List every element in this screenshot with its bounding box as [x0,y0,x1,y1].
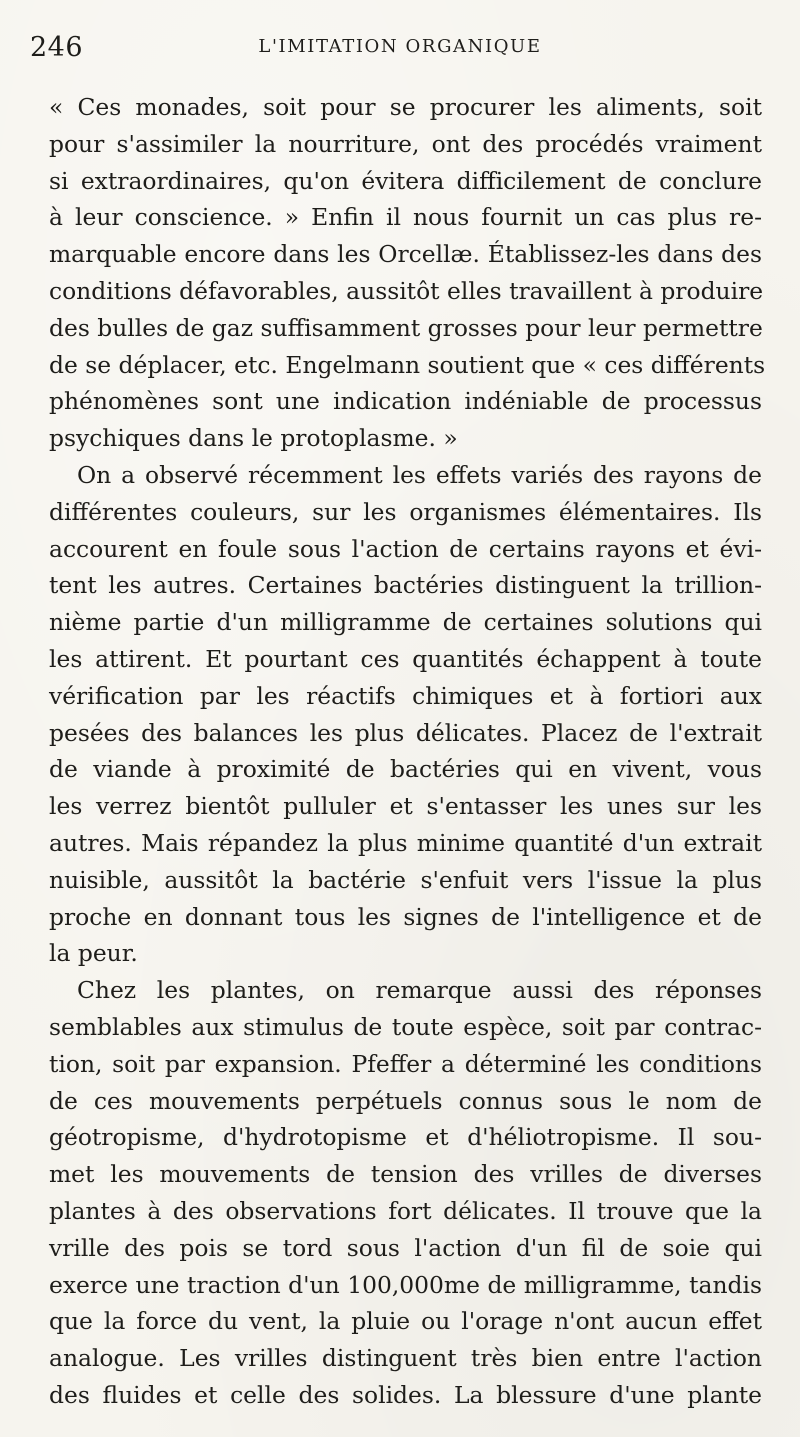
text-line: « Ces monades, soit pour se procurer les aliments, soit [49,93,762,121]
text-line: semblables aux stimulus de toute espèce, soit par contrac- [49,1012,762,1041]
text-line: On a observé récemment les effets variés des rayons de [77,460,762,489]
text-line: exerce une traction d'un 100,000me de milligramme, tandis [49,1270,762,1299]
text-line: à leur conscience. » Enfin il nous fournit un cas plus re- [49,203,762,232]
text-line: de ces mouvements perpétuels connus sous le nom de [49,1086,762,1115]
text-line: si extraordinaires, qu'on évitera difficilement de conclure [49,166,762,195]
text-line: autres. Mais répandez la plus minime quantité d'un extrait [49,828,762,857]
text-line: pour s'assimiler la nourriture, ont des procédés vraiment [49,129,762,158]
text-line: des fluides et celle des solides. La blessure d'une plante [49,1380,762,1409]
text-line: la peur. [49,939,138,968]
running-title: L'IMITATION ORGANIQUE [258,36,542,57]
body-text [49,89,766,1414]
text-line: marquable encore dans les Orcellæ. Établissez-les dans des [49,240,762,269]
text-line: tent les autres. Certaines bactéries distinguent la trillion- [49,571,762,600]
text-line: vrille des pois se tord sous l'action d'un fil de soie qui [49,1233,762,1262]
text-line: géotropisme, d'hydrotopisme et d'héliotropisme. Il sou- [49,1123,762,1152]
text-line: pesées des balances les plus délicates. Placez de l'extrait [49,718,762,747]
text-line: de se déplacer, etc. Engelmann soutient que « ces différents [49,350,766,379]
text-line: analogue. Les vrilles distinguent très bien entre l'action [49,1344,762,1373]
text-line: proche en donnant tous les signes de l'intelligence et de [49,902,762,931]
text-line: psychiques dans le protoplasme. » [49,424,458,453]
text-line: les verrez bientôt pulluler et s'entasser les unes sur les [49,792,762,821]
text-line: les attirent. Et pourtant ces quantités échappent à toute [49,644,762,673]
text-line: accourent en foule sous l'action de certains rayons et évi- [49,534,762,563]
text-line: plantes à des observations fort délicates. Il trouve que la [49,1196,762,1225]
page-number: 246 [30,32,84,63]
text-line: vérification par les réactifs chimiques et à fortiori aux [49,681,762,710]
text-line: phénomènes sont une indication indéniable de processus [49,387,762,416]
text-line: conditions défavorables, aussitôt elles travaillent à produire [49,276,764,305]
text-line: Chez les plantes, on remarque aussi des réponses [77,976,762,1005]
text-line: tion, soit par expansion. Pfeffer a déterminé les conditions [49,1049,762,1078]
text-line: de viande à proximité de bactéries qui en vivent, vous [49,755,762,784]
text-line: que la force du vent, la pluie ou l'orage n'ont aucun effet [49,1307,762,1336]
text-line: différentes couleurs, sur les organismes élémentaires. Ils [49,497,762,526]
text-line: des bulles de gaz suffisamment grosses pour leur permettre [49,313,763,342]
text-line: nième partie d'un milligramme de certaines solutions qui [49,608,762,637]
page-header [0,30,800,66]
text-line: met les mouvements de tension des vrilles de diverses [49,1160,762,1189]
text-line: nuisible, aussitôt la bactérie s'enfuit vers l'issue la plus [49,865,762,894]
